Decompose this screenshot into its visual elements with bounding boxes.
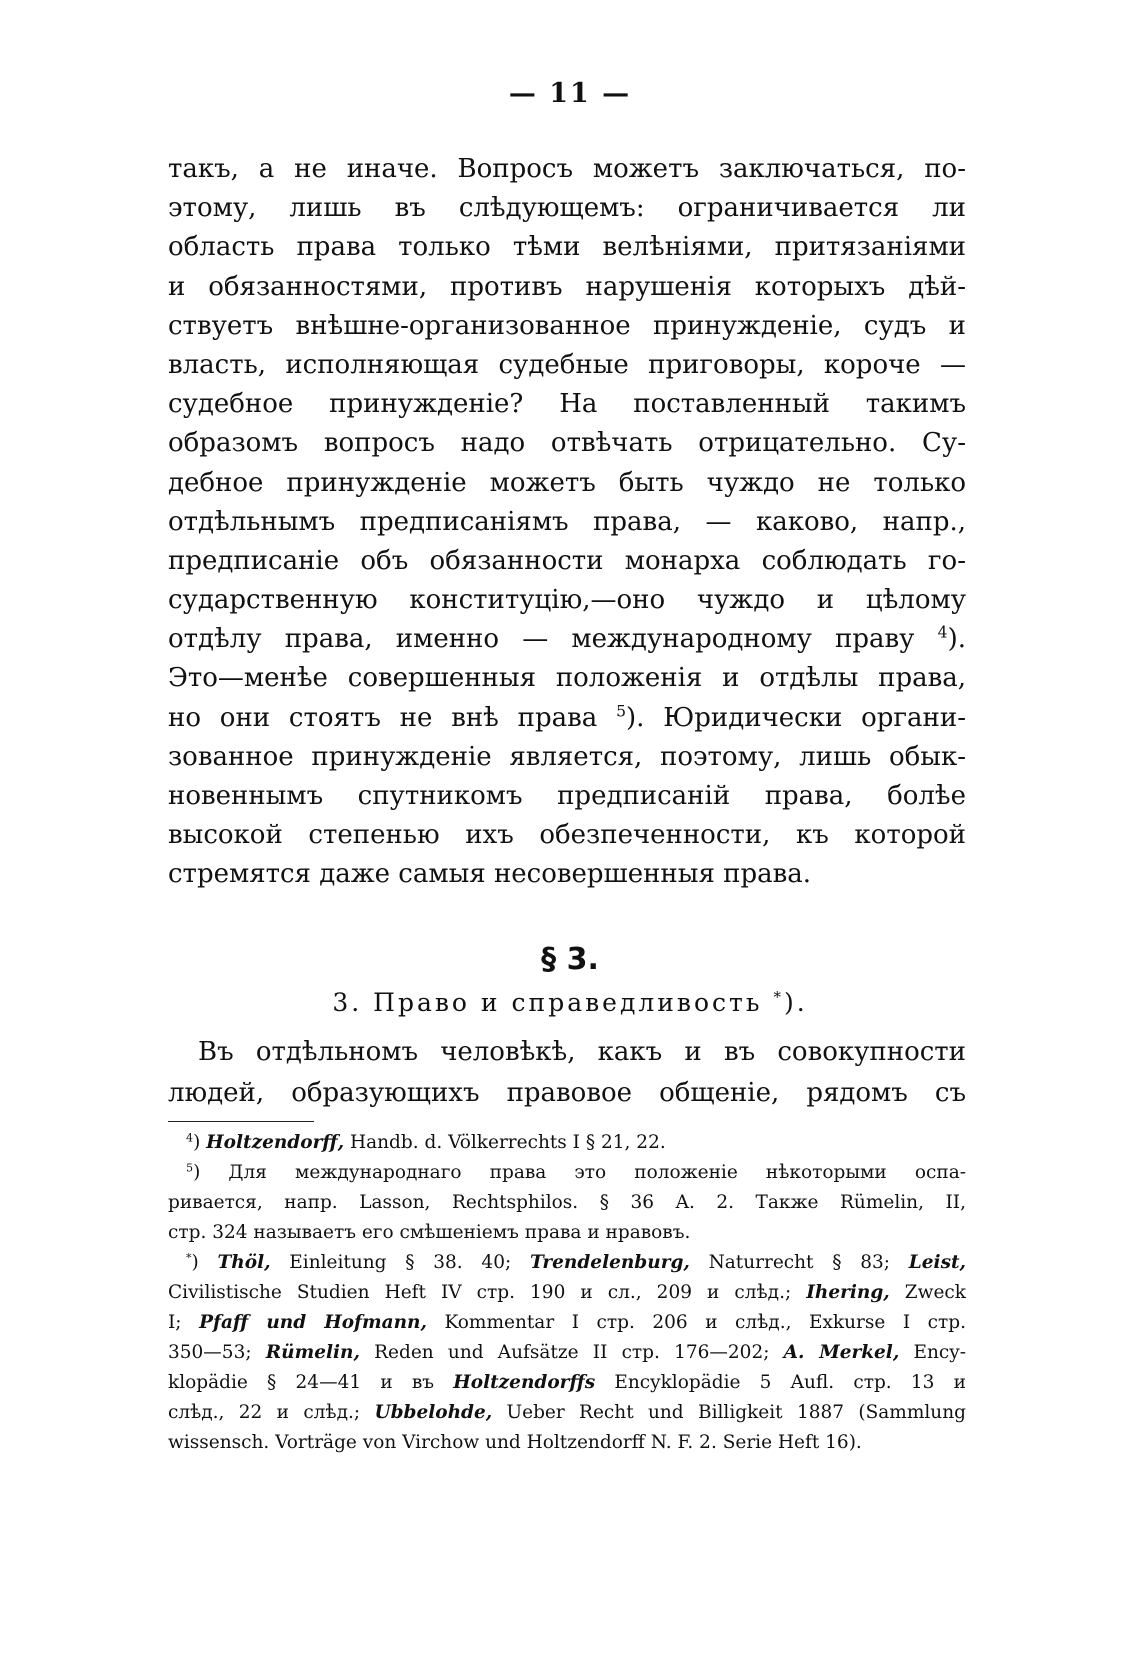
footnote-text: Kommentar I стр. 206 и слѣд., Exkurse I стр.	[444, 1312, 966, 1333]
text-segment: ). Юридически органи-	[626, 702, 966, 733]
footnote-ref: *	[773, 988, 784, 1006]
text-line: новеннымъ спутникомъ предписаній права, болѣе	[168, 781, 966, 811]
footnote-marker: 4	[186, 1131, 194, 1145]
footnote-text: Ency-	[913, 1342, 966, 1363]
text-line: отдѣльнымъ предписаніямъ права, — каково, напр.,	[168, 506, 966, 537]
footnote-ref: 4	[937, 623, 948, 642]
text-line: ствуетъ внѣшне-организованное принужденіе, судъ и	[168, 310, 966, 341]
footnote-author: Leist,	[908, 1252, 966, 1273]
footnote-text: Для международнаго права это положеніе нѣкоторыми оспа-	[228, 1162, 966, 1183]
section-title	[0, 988, 1140, 1017]
section-title-tail: ).	[783, 988, 808, 1017]
footnote-text-line: ривается, напр. Lasson, Rechtsphilos. § 36 A. 2. Также Rümelin, II,	[168, 1192, 966, 1213]
text-line: высокой степенью ихъ обезпеченности, къ которой	[168, 820, 966, 851]
text-line-with-footnote	[168, 620, 966, 659]
footnote-author: A. Merkel,	[783, 1342, 900, 1363]
footnote-ref: 5	[616, 702, 627, 721]
footnote-author: Trendelenburg,	[529, 1252, 690, 1273]
footnote-text: I;	[168, 1312, 182, 1333]
footnote-text-line	[168, 1368, 966, 1398]
footnote-star: *) Thöl, Einleitung § 38. 40; Trendelenburg, Naturrecht § 83; Leist,	[186, 1251, 966, 1273]
footnote-text-line	[168, 1398, 966, 1428]
footnote-4: $^4$) Holtzendorff, Handb. d. Völkerrechts I § 21, 22.	[186, 1131, 666, 1153]
footnote-author: Holtzendorff,	[206, 1132, 345, 1153]
text-line: такъ, а не иначе. Вопросъ можетъ заключаться, по-	[168, 154, 966, 184]
footnote-author: Pfaff und Hofmann,	[199, 1312, 427, 1333]
footnote-text-line	[168, 1338, 966, 1368]
footnote-text: klopädie § 24—41 и въ	[168, 1372, 435, 1393]
text-line: стремятся даже самыя несовершенныя права.	[168, 859, 811, 890]
text-line: сударственную конституцію,—оно чуждо и цѣлому	[168, 585, 966, 616]
footnote-text: Ueber Recht und Billigkeit 1887 (Sammlung	[506, 1402, 966, 1423]
footnote-text: Encyklopädie 5 Aufl. стр. 13 и	[614, 1372, 966, 1393]
footnote-author: Ubbelohde,	[374, 1402, 493, 1423]
text-line: Въ отдѣльномъ человѣкѣ, какъ и въ совокупности	[198, 1037, 966, 1067]
text-line: Это—менѣе совершенныя положенія и отдѣлы права,	[168, 663, 966, 694]
footnote-marker: 5	[186, 1161, 194, 1175]
footnote-author: Thöl,	[217, 1252, 271, 1273]
footnote-text: слѣд., 22 и слѣд.;	[168, 1402, 361, 1423]
text-segment: но они стоятъ не внѣ права	[168, 702, 598, 733]
text-line: предписаніе объ обязанности монарха соблюдать го-	[168, 545, 966, 576]
section-mark: § 3.	[541, 942, 599, 977]
text-line: область права только тѣми велѣніями, притязаніями	[168, 232, 966, 263]
text-line: людей, образующихъ правовое общеніе, рядомъ съ	[168, 1078, 966, 1108]
text-segment: ).	[947, 624, 967, 655]
footnote-text-line: стр. 324 называетъ его смѣшеніемъ права и нравовъ.	[168, 1222, 691, 1243]
text-line-with-footnote	[168, 699, 966, 738]
body-paragraph	[168, 150, 966, 895]
section-paragraph	[168, 1032, 966, 1114]
footnote-text: Handb. d. Völkerrechts I § 21, 22.	[349, 1132, 666, 1153]
page-number: — 11 —	[508, 78, 632, 109]
footnote-text-line: wissensch. Vorträge von Virchow und Holtzendorff N. F. 2. Serie Heft 16).	[168, 1432, 862, 1453]
text-line: зованное принужденіе является, поэтому, лишь обык-	[168, 741, 966, 772]
text-line: образомъ вопросъ надо отвѣчать отрицательно. Су-	[168, 428, 966, 459]
footnote-author: Holtzendorffs	[453, 1372, 596, 1393]
footnote-text: Reden und Aufsätze II стр. 176—202;	[374, 1342, 770, 1363]
footnote-text-line	[168, 1278, 966, 1308]
footnote-author: Ihering,	[806, 1282, 890, 1303]
footnotes	[168, 1128, 966, 1458]
footnote-text: Einleitung § 38. 40;	[289, 1252, 512, 1273]
footnote-marker: *	[186, 1251, 192, 1265]
footnote-divider	[168, 1121, 314, 1122]
text-segment: отдѣлу права, именно — международному праву	[168, 624, 915, 655]
footnote-author: Rümelin,	[265, 1342, 360, 1363]
footnote-text: Civilistische Studien Heft IV стр. 190 и сл., 209 и слѣд.;	[168, 1282, 792, 1303]
text-line: этому, лишь въ слѣдующемъ: ограничивается ли	[168, 193, 966, 224]
footnote-text: Zweck	[904, 1282, 966, 1303]
text-line: судебное принужденіе? На поставленный такимъ	[168, 389, 966, 420]
text-line: дебное принужденіе можетъ быть чуждо не только	[168, 467, 966, 498]
footnote-5: $^5$) Для международнаго права это положеніе нѣкоторыми оспа-	[186, 1161, 966, 1183]
text-line: и обязанностями, противъ нарушенія которыхъ дѣй-	[168, 271, 966, 302]
footnote-text: 350—53;	[168, 1342, 252, 1363]
text-line: власть, исполняющая судебные приговоры, короче —	[168, 349, 966, 380]
footnote-text-line	[168, 1308, 966, 1338]
footnote-text: Naturrecht § 83;	[708, 1252, 891, 1273]
section-title-text: 3. Право и справедливость	[332, 988, 763, 1017]
